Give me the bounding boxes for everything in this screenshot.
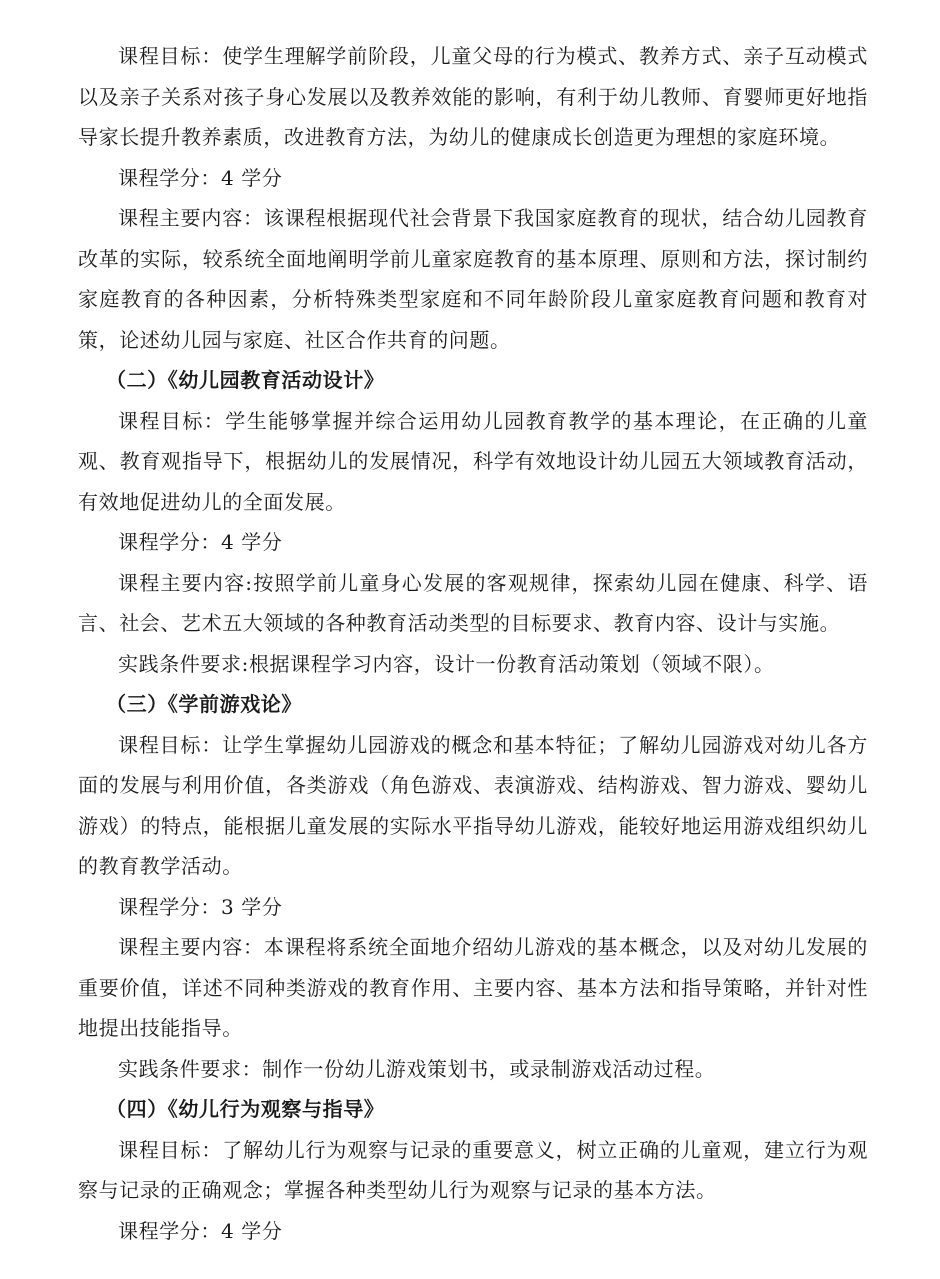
paragraph-goal-preschool-play: 课程目标：让学生掌握幼儿园游戏的概念和基本特征；了解幼儿园游戏对幼儿各方面的发展与利用价值，各类游戏（角色游戏、表演游戏、结构游戏、智力游戏、婴幼儿游戏）的特点，能根据儿童发展的实际水平指导幼儿游戏，能较好地运用游戏组织幼儿的教育教学活动。	[78, 732, 868, 878]
document-page	[78, 36, 868, 1251]
section-heading-preschool-play: （三）《学前游戏论》	[106, 692, 302, 716]
paragraph-practice-activity-design: 实践条件要求:根据课程学习内容，设计一份教育活动策划（领域不限）。	[118, 651, 775, 676]
paragraph-content-activity-design: 课程主要内容:按照学前儿童身心发展的客观规律，探索幼儿园在健康、科学、语言、社会、艺术五大领域的各种教育活动类型的目标要求、教育内容、设计与实施。	[78, 570, 868, 635]
paragraph-practice-preschool-play: 实践条件要求：制作一份幼儿游戏策划书，或录制游戏活动过程。	[118, 1056, 716, 1081]
paragraph-goal-activity-design: 课程目标：学生能够掌握并综合运用幼儿园教育教学的基本理论，在正确的儿童观、教育观指导下，根据幼儿的发展情况，科学有效地设计幼儿园五大领域教育活动，有效地促进幼儿的全面发展。	[78, 408, 868, 514]
section-heading-activity-design: （二）《幼儿园教育活动设计》	[106, 368, 385, 392]
paragraph-goal-family: 课程目标：使学生理解学前阶段，儿童父母的行为模式、教养方式、亲子互动模式以及亲子关系对孩子身心发展以及教养效能的影响，有利于幼儿教师、育婴师更好地指导家长提升教养素质，改进教育方法，为幼儿的健康成长创造更为理想的家庭环境。	[78, 44, 868, 149]
paragraph-credits-behavior-observation: 课程学分：4 学分	[118, 1218, 283, 1243]
paragraph-credits-activity-design: 课程学分：4 学分	[118, 530, 283, 554]
paragraph-credits-family: 课程学分：4 学分	[118, 165, 283, 190]
section-heading-behavior-observation: （四）《幼儿行为观察与指导》	[106, 1097, 385, 1121]
paragraph-credits-preschool-play: 课程学分：3 学分	[118, 894, 283, 919]
paragraph-content-family: 课程主要内容：该课程根据现代社会背景下我国家庭教育的现状，结合幼儿园教育改革的实际，较系统全面地阐明学前儿童家庭教育的基本原理、原则和方法，探讨制约家庭教育的各种因素，分析特殊类型家庭和不同年龄阶段儿童家庭教育问题和教育对策，论述幼儿园与家庭、社区合作共育的问题。	[78, 206, 868, 352]
paragraph-goal-behavior-observation: 课程目标：了解幼儿行为观察与记录的重要意义，树立正确的儿童观，建立行为观察与记录的正确观念；掌握各种类型幼儿行为观察与记录的基本方法。	[78, 1137, 868, 1202]
paragraph-content-preschool-play: 课程主要内容：本课程将系统全面地介绍幼儿游戏的基本概念，以及对幼儿发展的重要价值，详述不同种类游戏的教育作用、主要内容、基本方法和指导策略，并针对性地提出技能指导。	[78, 935, 868, 1040]
